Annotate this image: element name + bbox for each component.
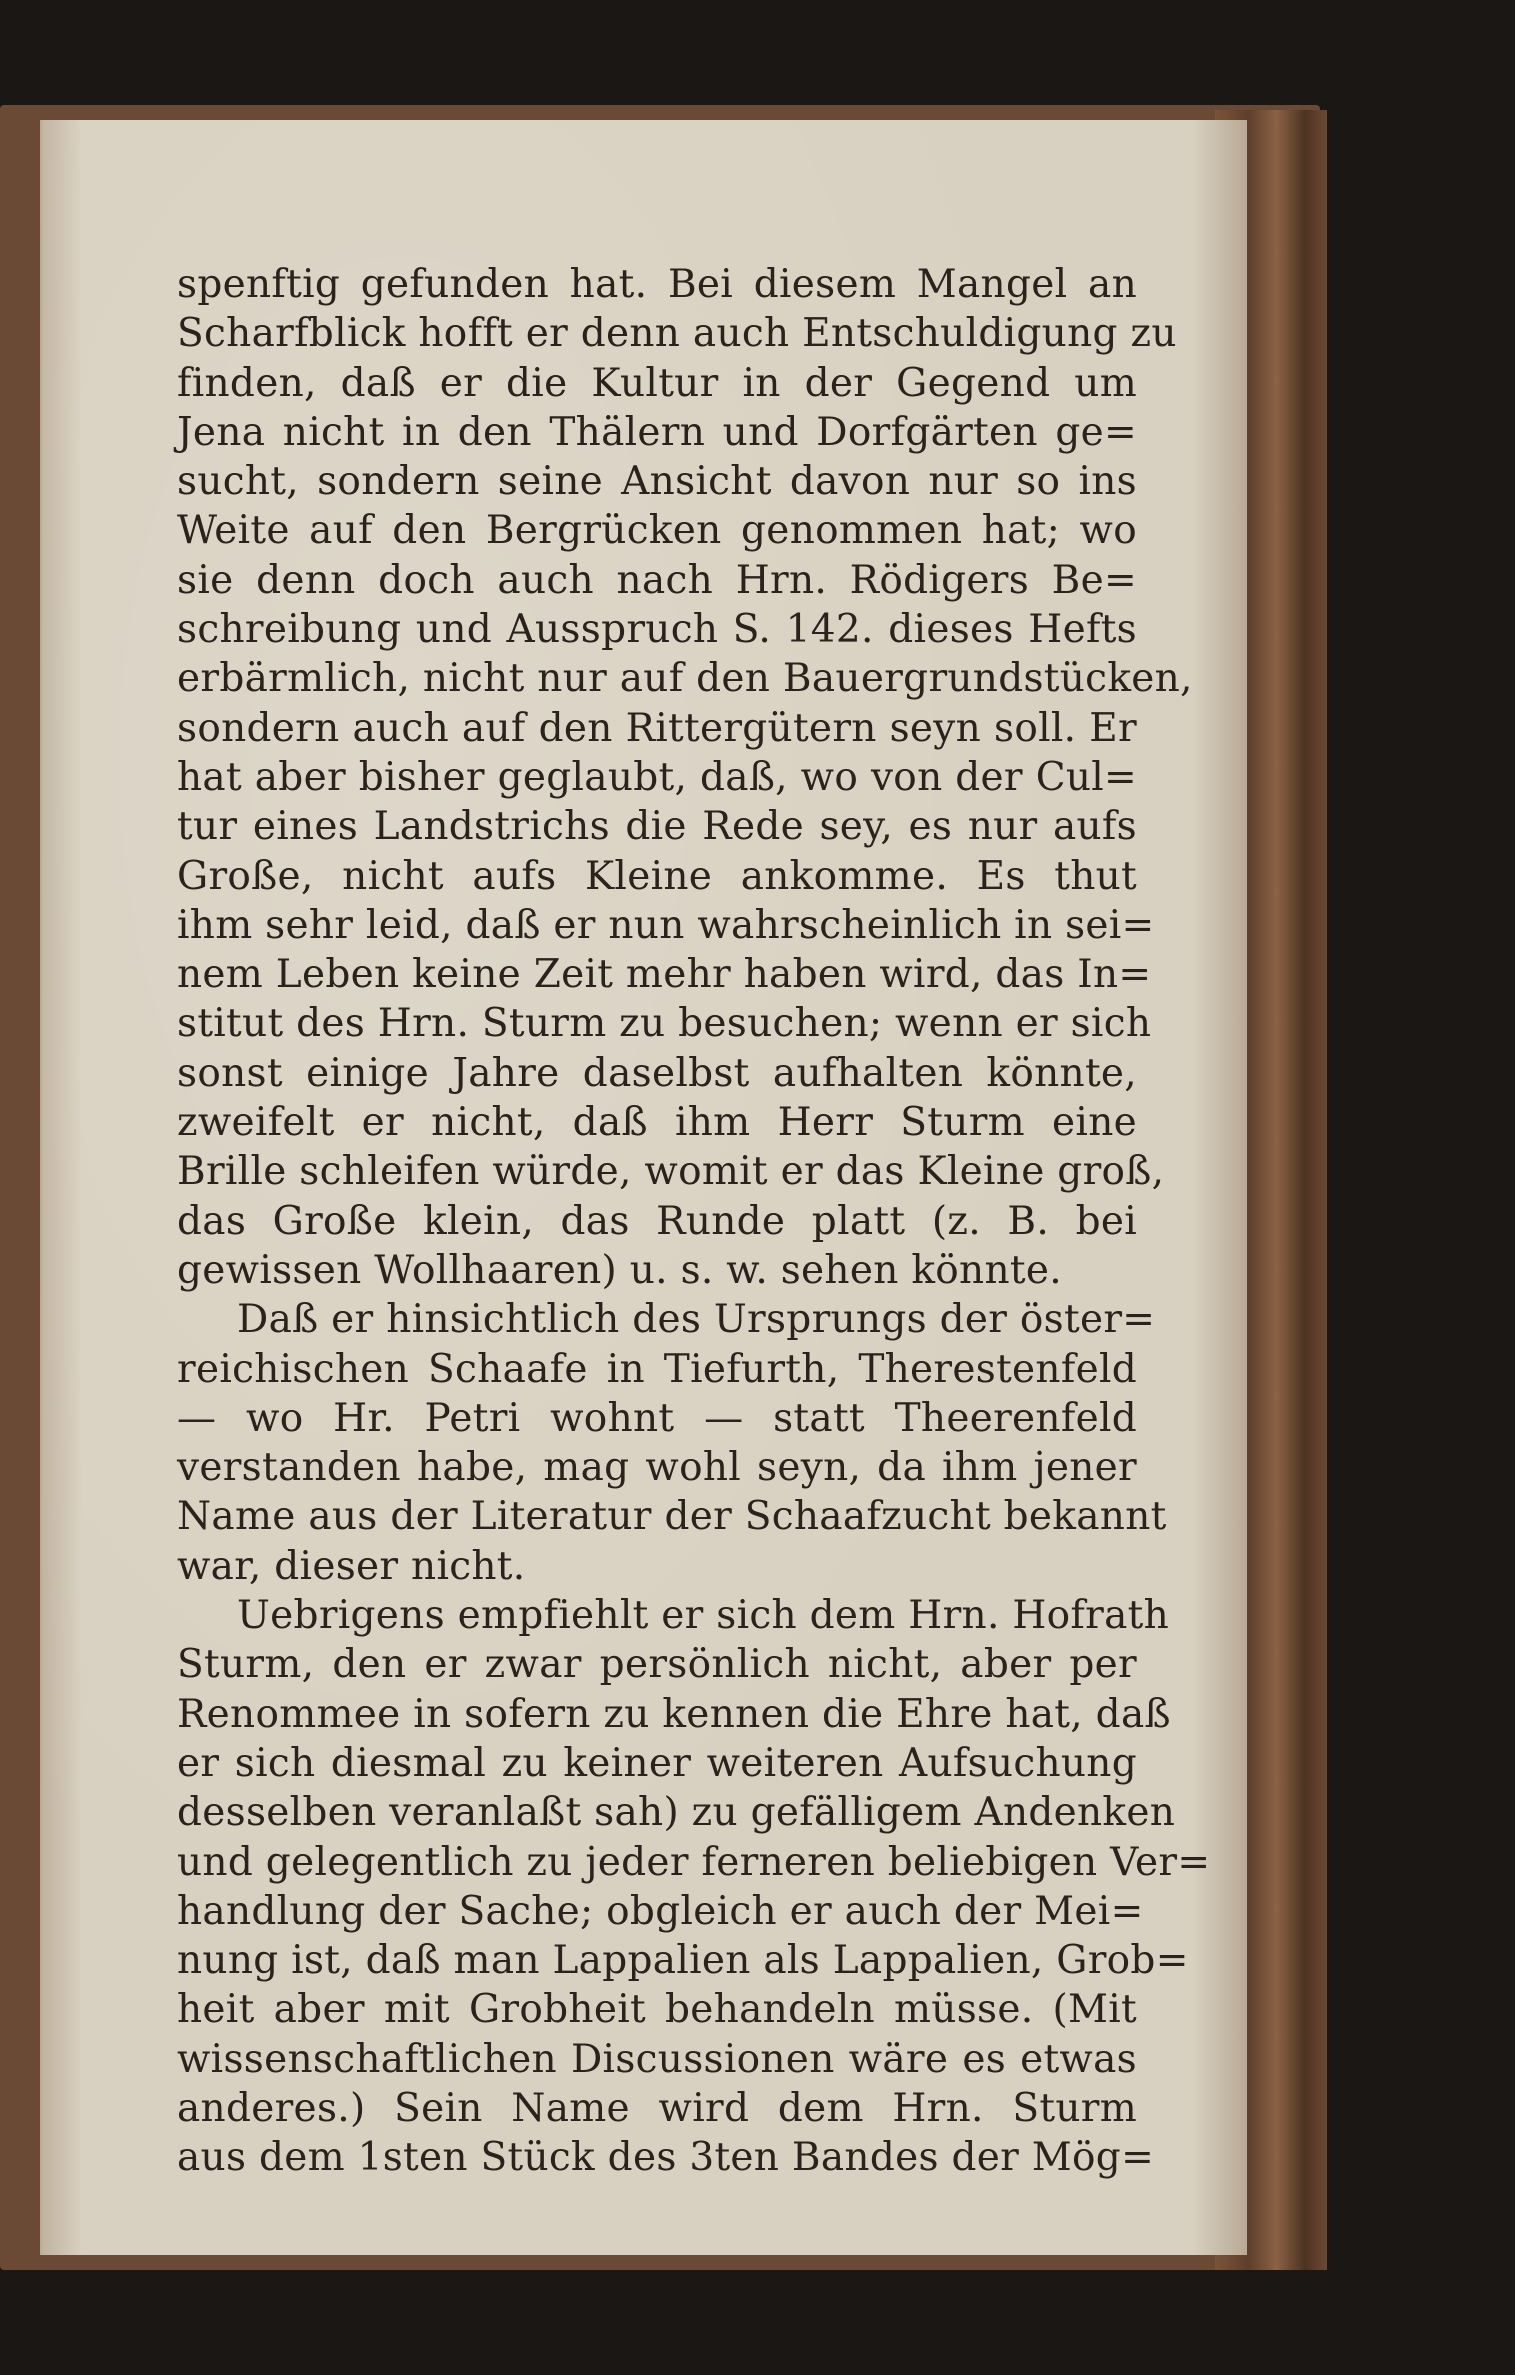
text-line: das Große klein, das Runde platt (z. B. bei bbox=[177, 1198, 1137, 1244]
text-line: desselben veranlaßt sah) zu gefälligem Andenken bbox=[177, 1790, 1176, 1836]
text-line: nung ist, daß man Lappalien als Lappalien, Grob= bbox=[177, 1938, 1189, 1984]
text-line: Brille schleifen würde, womit er das Kleine groß, bbox=[177, 1149, 1165, 1195]
text-line: sonst einige Jahre daselbst aufhalten könnte, bbox=[177, 1050, 1137, 1096]
text-line: Name aus der Literatur der Schaafzucht bekannt bbox=[177, 1494, 1167, 1540]
text-line: nem Leben keine Zeit mehr haben wird, das In= bbox=[177, 952, 1152, 998]
book-page bbox=[40, 120, 1247, 2255]
text-line: spenftig gefunden hat. Bei diesem Mangel an bbox=[177, 262, 1137, 307]
text-line: sie denn doch auch nach Hrn. Rödigers Be= bbox=[177, 557, 1137, 603]
text-line: schreibung und Ausspruch S. 142. dieses Hefts bbox=[177, 607, 1137, 653]
text-line: Uebrigens empfiehlt er sich dem Hrn. Hofrath bbox=[237, 1593, 1170, 1639]
text-line: Daß er hinsichtlich des Ursprungs der öster= bbox=[237, 1297, 1156, 1343]
text-line: hat aber bisher geglaubt, daß, wo von der Cul= bbox=[177, 754, 1137, 800]
text-line: Sturm, den er zwar persönlich nicht, aber per bbox=[177, 1642, 1137, 1688]
text-line: aus dem 1sten Stück des 3ten Bandes der Mög= bbox=[177, 2135, 1155, 2181]
text-line: sucht, sondern seine Ansicht davon nur so ins bbox=[177, 459, 1137, 505]
text-line: Scharfblick hofft er denn auch Entschuldigung zu bbox=[177, 311, 1177, 357]
text-line: sondern auch auf den Rittergütern seyn soll. Er bbox=[177, 705, 1137, 751]
text-line: finden, daß er die Kultur in der Gegend um bbox=[177, 360, 1137, 406]
text-line: Jena nicht in den Thälern und Dorfgärten ge= bbox=[177, 409, 1137, 455]
text-line: gewissen Wollhaaren) u. s. w. sehen könnte. bbox=[177, 1247, 1062, 1293]
text-line: stitut des Hrn. Sturm zu besuchen; wenn er sich bbox=[177, 1001, 1152, 1047]
text-line: erbärmlich, nicht nur auf den Bauergrundstücken, bbox=[177, 656, 1193, 702]
text-line: tur eines Landstrichs die Rede sey, es nur aufs bbox=[177, 804, 1137, 850]
text-line: anderes.) Sein Name wird dem Hrn. Sturm bbox=[177, 2085, 1137, 2131]
text-line: Große, nicht aufs Kleine ankomme. Es thut bbox=[177, 853, 1137, 899]
text-line: reichischen Schaafe in Tiefurth, Therestenfeld bbox=[177, 1346, 1137, 1392]
text-line: zweifelt er nicht, daß ihm Herr Sturm eine bbox=[177, 1100, 1137, 1146]
text-line: verstanden habe, mag wohl seyn, da ihm jener bbox=[177, 1445, 1137, 1491]
text-line: und gelegentlich zu jeder ferneren beliebigen Ver= bbox=[177, 1839, 1211, 1885]
text-line: Weite auf den Bergrücken genommen hat; wo bbox=[177, 508, 1137, 554]
text-line: heit aber mit Grobheit behandeln müsse. (Mit bbox=[177, 1987, 1137, 2033]
text-line: handlung der Sache; obgleich er auch der Mei= bbox=[177, 1888, 1144, 1934]
text-line: er sich diesmal zu keiner weiteren Aufsuchung bbox=[177, 1740, 1137, 1786]
text-line: ihm sehr leid, daß er nun wahrscheinlich in sei= bbox=[177, 902, 1155, 948]
page-text bbox=[177, 260, 1211, 2183]
text-line: — wo Hr. Petri wohnt — statt Theerenfeld bbox=[177, 1395, 1137, 1441]
text-line: wissenschaftlichen Discussionen wäre es etwas bbox=[177, 2036, 1137, 2082]
text-line: Renommee in sofern zu kennen die Ehre hat, daß bbox=[177, 1691, 1171, 1737]
text-line: war, dieser nicht. bbox=[177, 1543, 526, 1589]
